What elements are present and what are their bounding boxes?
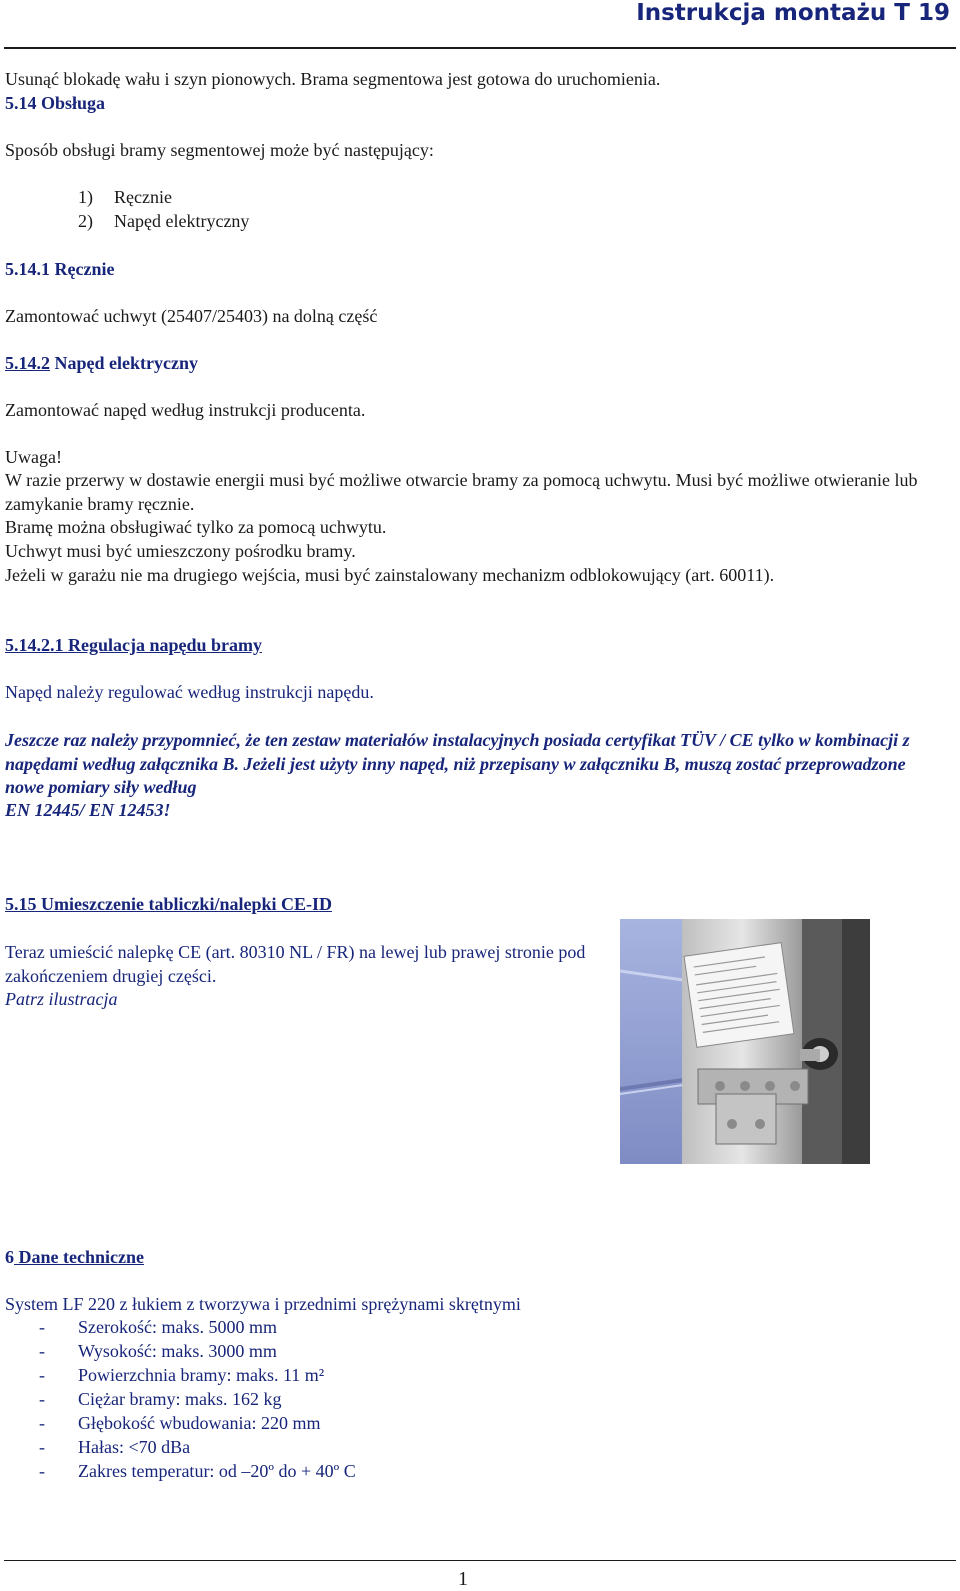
- header-divider: [4, 47, 956, 49]
- hinge-bracket: [716, 1094, 776, 1144]
- spec-text: Hałas: <70 dBa: [78, 1437, 191, 1457]
- heading-number: 5.14.2: [5, 353, 50, 373]
- option-number: 2): [78, 211, 93, 231]
- option-item-manual: [78, 187, 172, 208]
- warning-line-3: Jeżeli w garażu nie ma drugiego wejścia, musi być zainstalowany mechanizm odblokowujący (art. 60011).: [5, 565, 775, 585]
- door-hinge-illustration: [620, 919, 870, 1164]
- ce-label-illustration: [620, 919, 870, 1164]
- option-label: Ręcznie: [114, 187, 172, 207]
- spec-item: [39, 1413, 320, 1434]
- spec-item: [39, 1437, 190, 1458]
- heading-text: Dane techniczne: [14, 1247, 144, 1267]
- spec-text: Powierzchnia bramy: maks. 11 m²: [78, 1365, 325, 1385]
- spec-item: [39, 1461, 356, 1482]
- warning-paragraph: W razie przerwy w dostawie energii musi być możliwe otwarcie bramy za pomocą uchwytu. Musi być możliwe otwieranie lub zamykanie bramy ręcznie.: [5, 470, 918, 514]
- spec-text: Szerokość: maks. 5000 mm: [78, 1317, 277, 1337]
- spec-dash: -: [39, 1341, 45, 1361]
- option-item-electric: [78, 211, 249, 232]
- section-5-14-2-text: Zamontować napęd według instrukcji producenta.: [5, 400, 366, 420]
- page-header-title: Instrukcja montażu T 19: [636, 0, 950, 26]
- section-5-14-lead: Sposób obsługi bramy segmentowej może być następujący:: [5, 140, 434, 160]
- spec-text: Ciężar bramy: maks. 162 kg: [78, 1389, 282, 1409]
- spec-text: Zakres temperatur: od –20º do + 40º C: [78, 1461, 356, 1481]
- section-5-14-1-heading: 5.14.1 Ręcznie: [5, 259, 115, 279]
- option-label: Napęd elektryczny: [114, 211, 250, 231]
- spec-dash: -: [39, 1437, 45, 1457]
- section-6-heading: [5, 1246, 144, 1269]
- warning-line-1: Bramę można obsługiwać tylko za pomocą uchwytu.: [5, 517, 387, 537]
- section-5-14-2-heading: [5, 352, 198, 375]
- spec-item: [39, 1317, 277, 1338]
- spec-dash: -: [39, 1413, 45, 1433]
- heading-number: 6: [5, 1247, 14, 1267]
- system-description: System LF 220 z łukiem z tworzywa i przednimi sprężynami skrętnymi: [5, 1294, 521, 1314]
- spec-dash: -: [39, 1317, 45, 1337]
- section-5-14-1-text: Zamontować uchwyt (25407/25403) na dolną część: [5, 306, 378, 326]
- warning-title: Uwaga!: [5, 447, 62, 467]
- spec-dash: -: [39, 1389, 45, 1409]
- spec-item: [39, 1389, 281, 1410]
- section-5-15-heading: 5.15 Umieszczenie tabliczki/nalepki CE-ID: [5, 894, 332, 914]
- footer-divider: [4, 1560, 956, 1561]
- intro-text: Usunąć blokadę wału i szyn pionowych. Brama segmentowa jest gotowa do uruchomienia.: [5, 69, 661, 89]
- spec-text: Wysokość: maks. 3000 mm: [78, 1341, 277, 1361]
- spec-dash: -: [39, 1461, 45, 1481]
- spec-item: [39, 1341, 277, 1362]
- see-illustration: Patrz ilustracja: [5, 989, 118, 1009]
- option-number: 1): [78, 187, 93, 207]
- section-5-15-text: Teraz umieścić nalepkę CE (art. 80310 NL / FR) na lewej lub prawej stronie pod zakończeniem drugiej części.: [5, 942, 586, 986]
- certification-note-standards: EN 12445/ EN 12453!: [5, 800, 171, 820]
- warning-line-2: Uchwyt musi być umieszczony pośrodku bramy.: [5, 541, 356, 561]
- section-5-14-heading: 5.14 Obsługa: [5, 93, 106, 113]
- heading-text: Napęd elektryczny: [50, 353, 198, 373]
- section-5-14-2-1-text: Napęd należy regulować według instrukcji napędu.: [5, 682, 374, 702]
- spec-text: Głębokość wbudowania: 220 mm: [78, 1413, 321, 1433]
- spec-item: [39, 1365, 324, 1386]
- section-5-14-2-1-heading: 5.14.2.1 Regulacja napędu bramy: [5, 635, 263, 655]
- page-number: 1: [458, 1568, 468, 1590]
- spec-dash: -: [39, 1365, 45, 1385]
- certification-note: Jeszcze raz należy przypomnieć, że ten zestaw materiałów instalacyjnych posiada certyfikat TÜV / CE tylko w kombinacji z napędami według załącznika B. Jeżeli jest użyty inny napęd, niż przepisany w załączniku B, muszą zostać przeprowadzone nowe pomiary siły według: [5, 730, 910, 797]
